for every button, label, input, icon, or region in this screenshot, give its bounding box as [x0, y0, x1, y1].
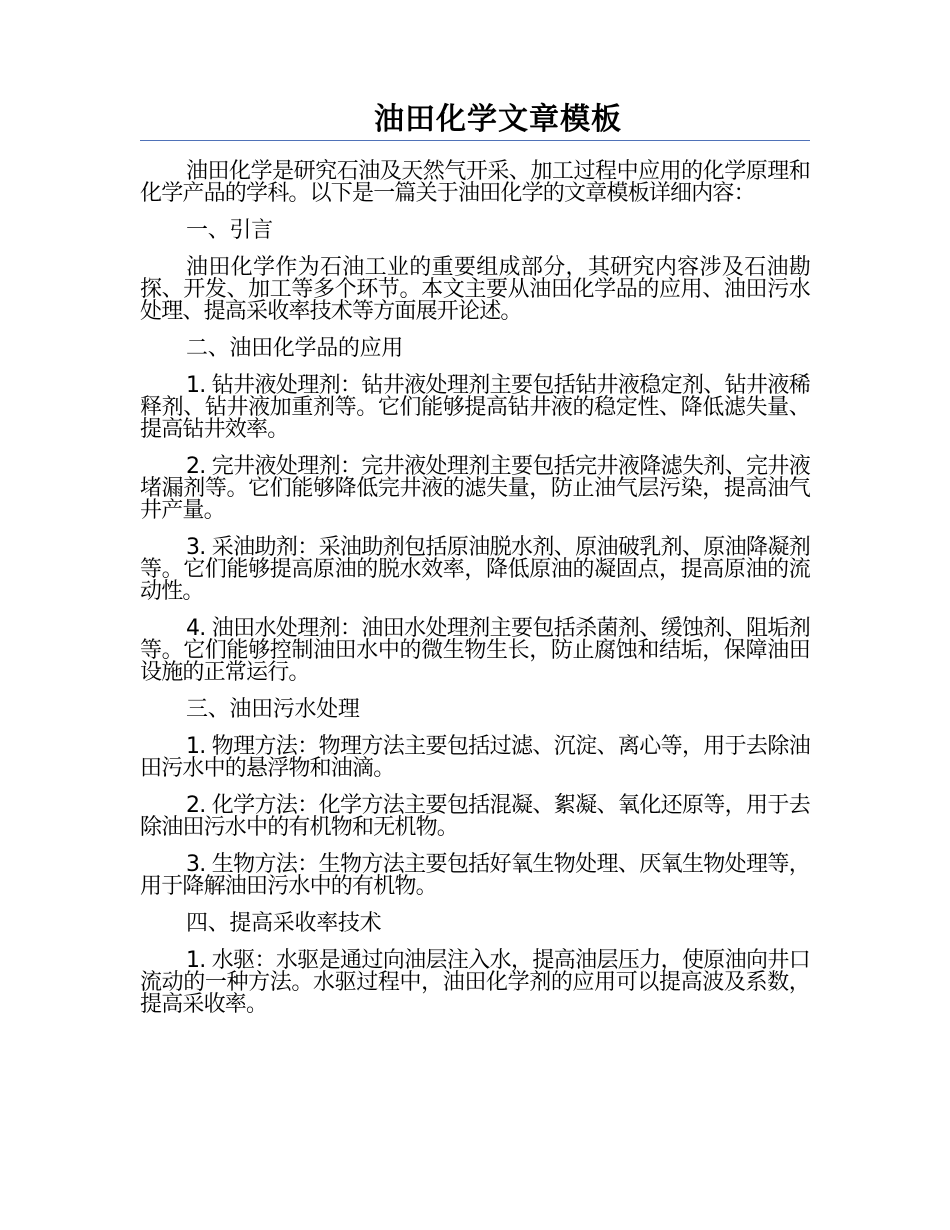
section-heading-chemicals: 二、油田化学品的应用 — [186, 336, 404, 361]
wastewater-item: 1. 物理方法：物理方法主要包括过滤、沉淀、离心等，用于去除油田污水中的悬浮物和油滴。 — [140, 734, 810, 781]
document-page — [140, 100, 810, 1031]
document-title: 油田化学文章模板 — [374, 102, 622, 137]
chemicals-item: 2. 完井液处理剂：完井液处理剂主要包括完井液降滤失剂、完井液堵漏剂等。它们能够降低完井液的滤失量，防止油气层污染，提高油气井产量。 — [140, 454, 810, 523]
wastewater-item: 2. 化学方法：化学方法主要包括混凝、絮凝、氧化还原等，用于去除油田污水中的有机物和无机物。 — [140, 793, 810, 840]
chemicals-item: 1. 钻井液处理剂：钻井液处理剂主要包括钻井液稳定剂、钻井液稀释剂、钻井液加重剂等。它们能够提高钻井液的稳定性、降低滤失量、提高钻井效率。 — [140, 373, 810, 442]
title-underline — [140, 140, 810, 141]
chemicals-item: 4. 油田水处理剂：油田水处理剂主要包括杀菌剂、缓蚀剂、阻垢剂等。它们能够控制油田水中的微生物生长，防止腐蚀和结垢，保障油田设施的正常运行。 — [140, 616, 810, 685]
section-heading-wastewater: 三、油田污水处理 — [186, 697, 360, 722]
section-heading-introduction: 一、引言 — [186, 218, 273, 243]
chemicals-item: 3. 采油助剂：采油助剂包括原油脱水剂、原油破乳剂、原油降凝剂等。它们能够提高原油的脱水效率，降低原油的凝固点，提高原油的流动性。 — [140, 535, 810, 604]
introduction-paragraph: 油田化学作为石油工业的重要组成部分，其研究内容涉及石油勘探、开发、加工等多个环节。本文主要从油田化学品的应用、油田污水处理、提高采收率技术等方面展开论述。 — [140, 255, 810, 324]
recovery-item: 1. 水驱：水驱是通过向油层注入水，提高油层压力，使原油向井口流动的一种方法。水驱过程中，油田化学剂的应用可以提高波及系数，提高采收率。 — [140, 948, 810, 1017]
intro-paragraph: 油田化学是研究石油及天然气开采、加工过程中应用的化学原理和化学产品的学科。以下是一篇关于油田化学的文章模板详细内容： — [140, 159, 810, 206]
wastewater-item: 3. 生物方法：生物方法主要包括好氧生物处理、厌氧生物处理等，用于降解油田污水中的有机物。 — [140, 852, 810, 899]
section-heading-recovery: 四、提高采收率技术 — [186, 911, 382, 936]
